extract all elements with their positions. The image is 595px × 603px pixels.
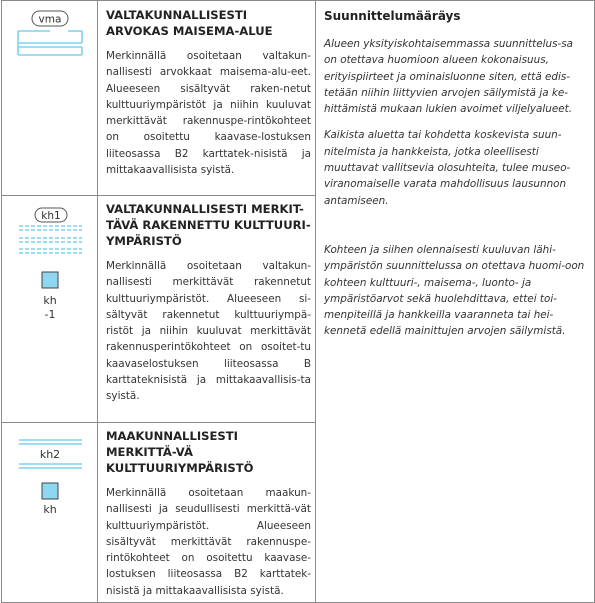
vma-symbol-icon [2, 1, 97, 61]
symbol-label: kh [43, 294, 57, 307]
entry-title: VALTAKUNNALLISESTI MERKIT-TÄVÄ RAKENNETTU KULTTUURI-YMPÄRISTÖ [106, 202, 311, 248]
entry-title: VALTAKUNNALLISESTI ARVOKAS MAISEMA-ALUE [106, 8, 273, 38]
entry-description: Merkinnällä osoitetaan valtakun-nallisesti merkittävät rakennetut kulttuuriympäristöt. Alueeseen si-sältyvät rakennetut kulttuuriympä-ristöt ja niihin kuuluvat merkittävät rakennusperintökohteet on osoitet-tu kaavaselostuksen liiteosassa B karttateknisistä ja mittakaavallisis-ta syistä. [106, 260, 311, 403]
divider [315, 0, 316, 603]
regulation-paragraph: Kohteen ja siihen olennaisesti kuuluvan lähi-ympäristön suunnittelussa on otettava huomi-oon kohteen kulttuuri-, maisema-, luonto- ja ympäristöarvot sekä huolehdittava, ettei toi-menpiteillä ja hankkeilla vaaranneta tai hei-kennetä edellä mainittujen arvojen säilymistä. [324, 243, 585, 338]
symbol-label: -1 [44, 308, 56, 321]
kh2-symbol-icon [2, 423, 97, 518]
column-heading: Suunnittelumääräys [324, 9, 461, 23]
planning-regulation-column [324, 8, 588, 340]
kh1-symbol-icon [2, 196, 97, 326]
entry-description: Merkinnällä osoitetaan valtakun-nallisesti arvokkaat maisema-alu-eet. Alueeseen sisältyvät raken-netut kulttuuriympäristöt ja niihin kuuluvat merkittävät rakennuspe-rintökohteet on osoitettu kaavase-lostuksen liiteosassa B2 karttatek-nisistä ja mittakaavallisista syistä. [106, 50, 311, 177]
symbol-cell-kh2 [2, 423, 97, 602]
symbol-cell-vma [2, 1, 97, 195]
symbol-label: kh2 [39, 448, 61, 461]
entry-description: Merkinnällä osoitetaan maakun-nallisesti ja seudullisesti merkittä-vät kulttuuriympäristöt. Alueeseen sisältyvät merkittävät rakennuspe-rintökohteet on osoitettu kaavase-lostuksen liiteosassa B2 karttatek-nisistä ja mittakaavallisista syistä. [106, 487, 311, 597]
divider [97, 0, 98, 603]
regulation-paragraph: Alueen yksityiskohtaisemmassa suunnittelus-sa on otettava huomioon alueen kokonaisuus, erityispiirteet ja ominaisluonne siten, että edis-tetään niihin liittyvien arvojen säilymistä ja ke-hittämistä mukaan lukien avoimet viljelyalueet. [324, 38, 574, 116]
legend-entry-vma [106, 7, 311, 178]
entry-title: MAAKUNNALLISESTI MERKITTÄ-VÄ KULTTUURIYMPÄRISTÖ [106, 429, 254, 475]
legend-entry-kh2 [106, 428, 311, 599]
legend-entry-kh1 [106, 201, 311, 405]
regulation-paragraph: Kaikista aluetta tai kohdetta koskevista suun-nitelmista ja hankkeista, jotka oleellisesti muuttavat vallitsevia olosuhteita, tulee museo-viranomaiselle varata mahdollisuus lausunnon antamiseen. [324, 129, 571, 207]
symbol-label: vma [38, 13, 62, 26]
symbol-label: kh1 [41, 210, 61, 222]
symbol-cell-kh1 [2, 196, 97, 422]
symbol-label: kh [43, 503, 57, 516]
